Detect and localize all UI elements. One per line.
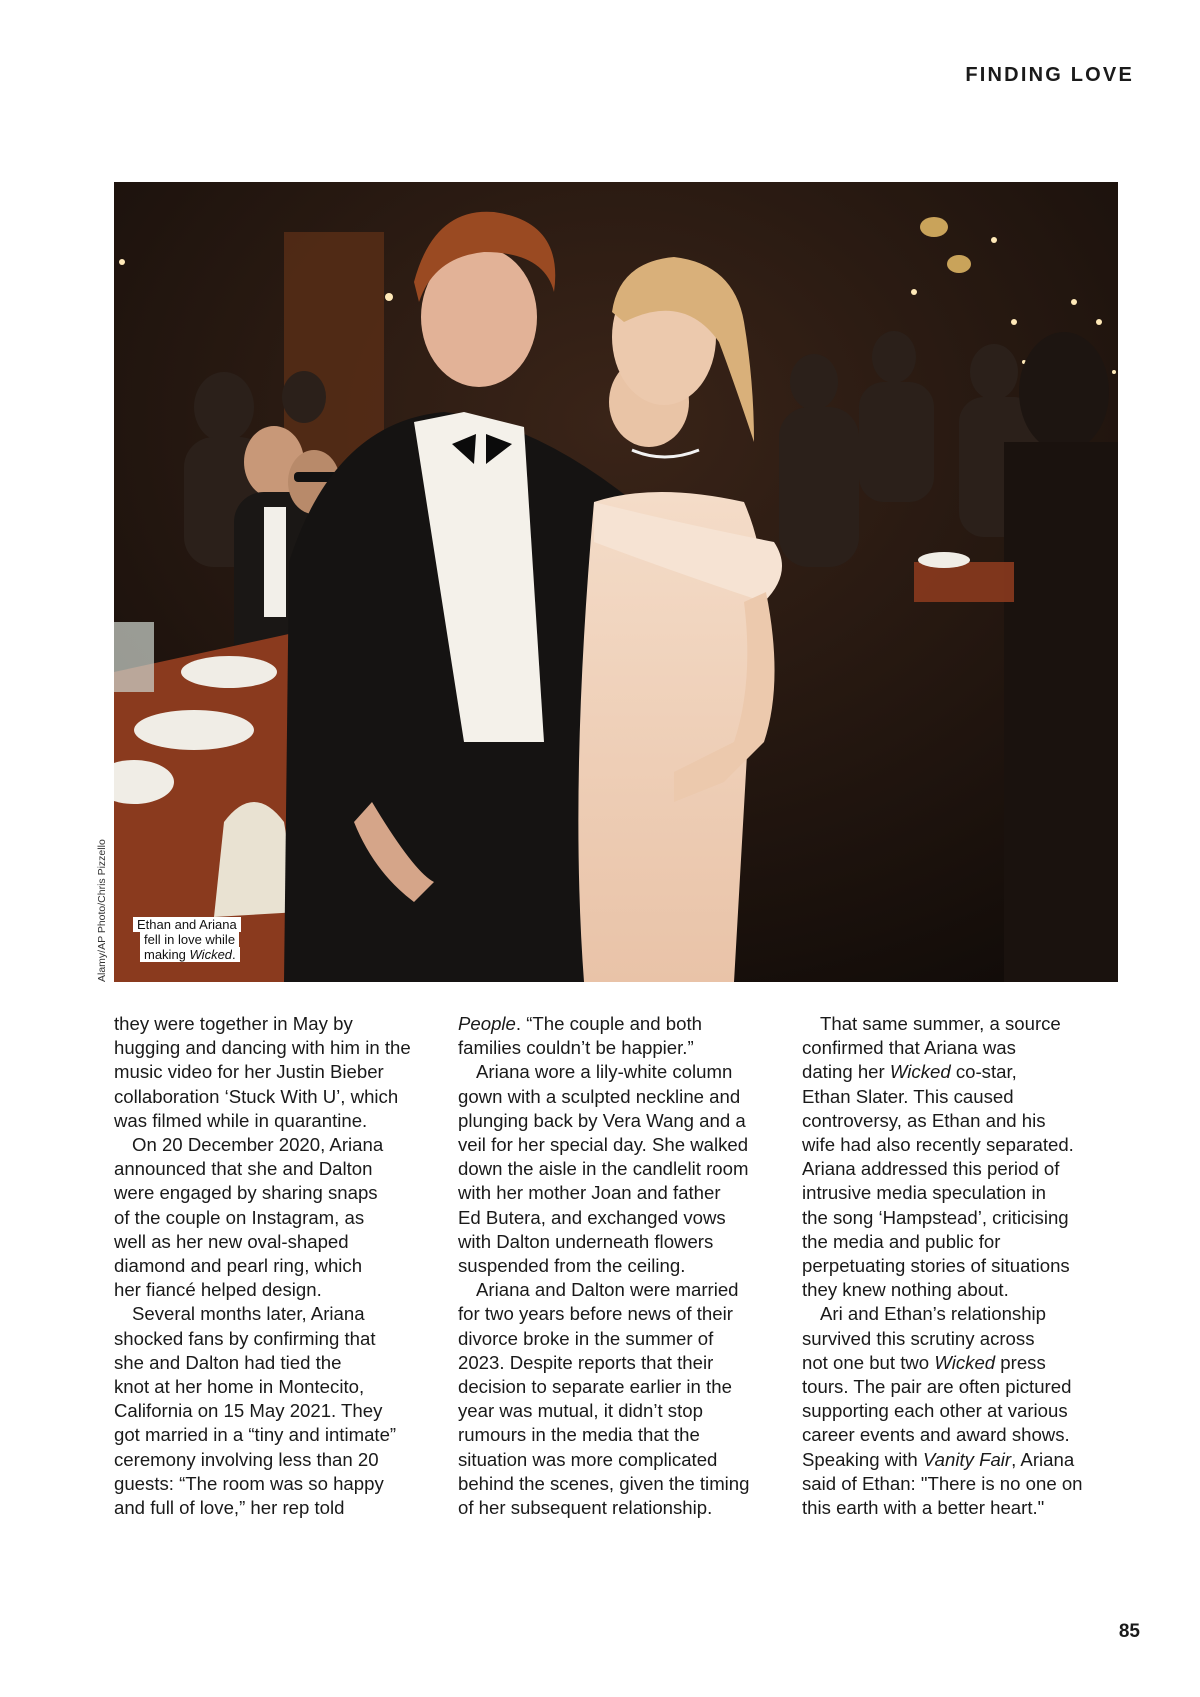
text-run: Ariana and Dalton were married <box>476 1279 739 1301</box>
text-line <box>114 1496 436 1520</box>
text-line <box>802 1181 1124 1205</box>
feature-photo <box>114 182 1118 982</box>
text-run: Ed Butera, and exchanged vows <box>458 1206 726 1228</box>
text-line <box>114 1302 436 1326</box>
text-run: Several months later, Ariana <box>132 1303 365 1325</box>
caption-line: Ethan and Ariana <box>133 917 241 932</box>
text-run: 2023. Despite reports that their <box>458 1351 714 1373</box>
text-line <box>114 1351 436 1375</box>
text-run: career events and award shows. <box>802 1424 1070 1446</box>
text-run: confirmed that Ariana was <box>802 1037 1016 1059</box>
text-line <box>458 1448 780 1472</box>
text-run: year was mutual, it didn’t stop <box>458 1400 703 1422</box>
text-line <box>114 1448 436 1472</box>
text-run: press <box>995 1351 1046 1373</box>
text-run: rumours in the media that the <box>458 1424 700 1446</box>
text-run: behind the scenes, given the timing <box>458 1472 750 1494</box>
text-line <box>458 1181 780 1205</box>
text-line <box>114 1278 436 1302</box>
text-run: Ari and Ethan’s relationship <box>820 1303 1047 1325</box>
text-run: California on 15 May 2021. They <box>114 1400 383 1422</box>
italic-title: Wicked <box>889 1061 951 1083</box>
photo-illustration <box>114 182 1118 982</box>
text-run: for two years before news of their <box>458 1303 733 1325</box>
text-line <box>458 1423 780 1447</box>
text-run: veil for her special day. She walked <box>458 1134 749 1156</box>
text-line <box>114 1230 436 1254</box>
text-run: was filmed while in quarantine. <box>114 1109 368 1131</box>
text-run: situation was more complicated <box>458 1448 718 1470</box>
text-run: her fiancé helped design. <box>114 1279 322 1301</box>
text-run: well as her new oval-shaped <box>114 1230 349 1252</box>
text-run: supporting each other at various <box>802 1400 1068 1422</box>
text-run: That same summer, a source <box>820 1013 1061 1034</box>
text-line <box>458 1085 780 1109</box>
text-line <box>458 1399 780 1423</box>
text-run: with Dalton underneath flowers <box>458 1230 714 1252</box>
text-line <box>114 1060 436 1084</box>
text-run: they were together in May by <box>114 1013 353 1034</box>
text-line <box>802 1351 1124 1375</box>
caption-italic: Wicked <box>189 947 233 962</box>
text-line <box>458 1351 780 1375</box>
text-run: diamond and pearl ring, which <box>114 1255 363 1277</box>
text-line <box>458 1375 780 1399</box>
text-run: the media and public for <box>802 1230 1001 1252</box>
text-line <box>458 1302 780 1326</box>
text-line <box>458 1109 780 1133</box>
text-line <box>802 1085 1124 1109</box>
text-run: she and Dalton had tied the <box>114 1351 342 1373</box>
text-run: they knew nothing about. <box>802 1279 1009 1301</box>
text-line <box>802 1496 1124 1520</box>
caption-line <box>140 947 240 962</box>
text-line <box>458 1206 780 1230</box>
text-run: controversy, as Ethan and his <box>802 1109 1046 1131</box>
text-line <box>458 1327 780 1351</box>
text-run: with her mother Joan and father <box>458 1182 721 1204</box>
text-run: and full of love,” her rep told <box>114 1497 345 1519</box>
text-line <box>114 1109 436 1133</box>
text-line <box>114 1399 436 1423</box>
text-line <box>802 1278 1124 1302</box>
text-line <box>114 1157 436 1181</box>
text-run: Ethan Slater. This caused <box>802 1085 1014 1107</box>
text-run: not one but two <box>802 1351 935 1373</box>
text-line <box>114 1012 436 1036</box>
text-run: . “The couple and both <box>515 1013 702 1034</box>
text-line <box>114 1181 436 1205</box>
text-run: of the couple on Instagram, as <box>114 1206 365 1228</box>
text-line <box>114 1472 436 1496</box>
caption-text: making <box>144 947 190 962</box>
text-line <box>114 1375 436 1399</box>
article-body <box>114 1012 1124 1520</box>
text-line <box>458 1012 780 1036</box>
text-line <box>114 1254 436 1278</box>
column-1 <box>114 1012 436 1520</box>
text-line <box>802 1423 1124 1447</box>
text-run: hugging and dancing with him in the <box>114 1037 411 1059</box>
text-run: divorce broke in the summer of <box>458 1327 714 1349</box>
text-line <box>802 1060 1124 1084</box>
text-line <box>458 1254 780 1278</box>
text-run: dating her <box>802 1061 890 1083</box>
text-run: On 20 December 2020, Ariana <box>132 1134 384 1156</box>
photo-caption <box>133 917 241 962</box>
text-run: co-star, <box>950 1061 1017 1083</box>
section-label: FINDING LOVE <box>965 64 1134 86</box>
text-line <box>458 1060 780 1084</box>
text-line <box>802 1036 1124 1060</box>
column-3 <box>802 1012 1124 1520</box>
text-line <box>458 1496 780 1520</box>
text-line <box>114 1036 436 1060</box>
text-run: tours. The pair are often pictured <box>802 1376 1072 1398</box>
text-line <box>802 1375 1124 1399</box>
text-line <box>458 1157 780 1181</box>
text-line <box>802 1302 1124 1326</box>
text-line <box>802 1206 1124 1230</box>
italic-title: Wicked <box>934 1351 996 1373</box>
text-line <box>802 1157 1124 1181</box>
text-run: Ariana addressed this period of <box>802 1158 1060 1180</box>
text-line <box>802 1399 1124 1423</box>
text-line <box>114 1206 436 1230</box>
text-line <box>114 1085 436 1109</box>
text-line <box>114 1133 436 1157</box>
text-run: survived this scrutiny across <box>802 1327 1035 1349</box>
text-run: announced that she and Dalton <box>114 1158 373 1180</box>
text-run: said of Ethan: "There is no one on <box>802 1472 1083 1494</box>
text-run: decision to separate earlier in the <box>458 1376 732 1398</box>
text-run: got married in a “tiny and intimate” <box>114 1424 397 1446</box>
page-number: 85 <box>1118 1621 1140 1642</box>
text-run: collaboration ‘Stuck With U’, which <box>114 1085 399 1107</box>
text-run: guests: “The room was so happy <box>114 1472 384 1494</box>
text-line <box>802 1327 1124 1351</box>
text-line <box>802 1472 1124 1496</box>
text-line <box>802 1133 1124 1157</box>
text-line <box>802 1012 1124 1036</box>
text-run: suspended from the ceiling. <box>458 1255 686 1277</box>
text-line <box>802 1254 1124 1278</box>
text-run: of her subsequent relationship. <box>458 1497 713 1519</box>
text-run: intrusive media speculation in <box>802 1182 1046 1204</box>
text-line <box>114 1327 436 1351</box>
italic-title: People <box>458 1013 516 1034</box>
photo-credit: Alamy/AP Photo/Chris Pizzello <box>96 839 108 982</box>
text-run: ceremony involving less than 20 <box>114 1448 379 1470</box>
text-run: down the aisle in the candlelit room <box>458 1158 749 1180</box>
text-line <box>458 1036 780 1060</box>
text-run: this earth with a better heart." <box>802 1497 1045 1519</box>
caption-line: fell in love while <box>140 932 239 947</box>
text-line <box>458 1230 780 1254</box>
text-run: plunging back by Vera Wang and a <box>458 1109 746 1131</box>
column-2 <box>458 1012 780 1520</box>
text-run: shocked fans by confirming that <box>114 1327 376 1349</box>
text-run: music video for her Justin Bieber <box>114 1061 384 1083</box>
text-line <box>802 1448 1124 1472</box>
text-line <box>458 1472 780 1496</box>
text-run: gown with a sculpted neckline and <box>458 1085 741 1107</box>
text-line <box>458 1133 780 1157</box>
caption-text: . <box>232 947 236 962</box>
text-run: knot at her home in Montecito, <box>114 1376 365 1398</box>
text-run: wife had also recently separated. <box>802 1134 1074 1156</box>
text-run: were engaged by sharing snaps <box>114 1182 378 1204</box>
text-line <box>802 1109 1124 1133</box>
text-run: the song ‘Hampstead’, criticising <box>802 1206 1069 1228</box>
italic-title: Vanity Fair <box>922 1448 1012 1470</box>
text-line <box>802 1230 1124 1254</box>
text-run: families couldn’t be happier.” <box>458 1037 694 1059</box>
text-run: Speaking with <box>802 1448 923 1470</box>
text-run: , Ariana <box>1011 1448 1075 1470</box>
text-line <box>458 1278 780 1302</box>
text-run: Ariana wore a lily-white column <box>476 1061 733 1083</box>
text-line <box>114 1423 436 1447</box>
text-run: perpetuating stories of situations <box>802 1255 1070 1277</box>
